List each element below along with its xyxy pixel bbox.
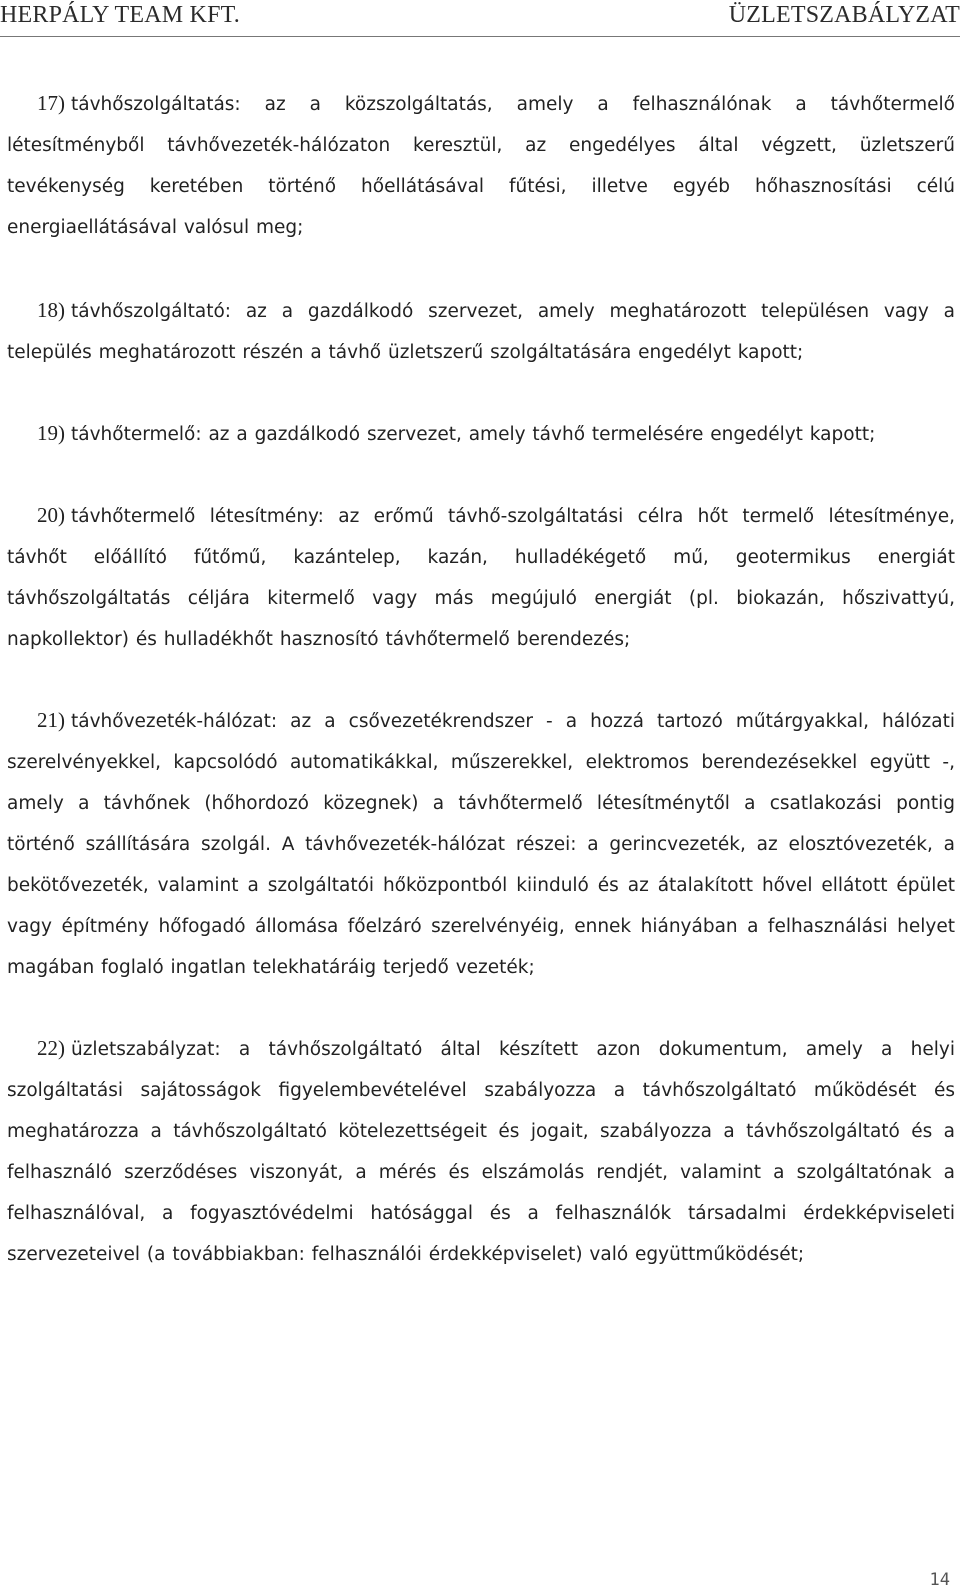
definition-19 [7, 413, 955, 455]
definition-text: távhőszolgáltató: az a gazdálkodó szervezet, amely meghatározott településen vagy a település meghatározott részén a távhő üzletszerű szolgáltatására engedélyt kapott; [7, 301, 955, 363]
definition-18 [7, 290, 955, 373]
page-number: 14 [929, 1570, 950, 1590]
definition-22 [7, 1028, 955, 1275]
document-title: ÜZLETSZABÁLYZAT [728, 2, 960, 28]
definition-20 [7, 495, 955, 660]
company-name: HERPÁLY TEAM KFT. [0, 2, 240, 28]
page-header [0, 0, 960, 38]
header-divider [0, 36, 960, 37]
definition-number: 18) [37, 298, 65, 322]
definition-number: 20) [37, 503, 65, 527]
definition-number: 22) [37, 1036, 65, 1060]
definition-number: 17) [37, 91, 65, 115]
definition-text: távhőtermelő létesítmény: az erőmű távhő-szolgáltatási célra hőt termelő létesítménye, távhőt előállító fűtőmű, kazántelep, kazán, hulladékégető mű, geotermikus energiát távhőszolgáltatás céljára kitermelő vagy más megújuló energiát (pl. biokazán, hőszivattyú, napkollektor) és hulladékhőt hasznosító távhőtermelő berendezés; [7, 506, 955, 650]
definition-17 [7, 83, 955, 248]
definition-text: üzletszabályzat: a távhőszolgáltató által készített azon dokumentum, amely a helyi szolgáltatási sajátosságok figyelembevételével szabályozza a távhőszolgáltató működését és meghatározza a távhőszolgáltató kötelezettségeit és jogait, szabályozza a távhőszolgáltató és a felhasználó szerződéses viszonyát, a mérés és elszámolás rendjét, valamint a szolgáltatónak a felhasználóval, a fogyasztóvédelmi hatósággal és a felhasználók társadalmi érdekképviseleti szervezeteivel (a továbbiakban: felhasználói érdekképviselet) való együttműködését; [7, 1039, 955, 1265]
definition-text: távhőtermelő: az a gazdálkodó szervezet, amely távhő termelésére engedélyt kapott; [71, 424, 876, 445]
definition-number: 19) [37, 421, 65, 445]
definition-text: távhővezeték-hálózat: az a csővezetékrendszer - a hozzá tartozó műtárgyakkal, hálózati szerelvényekkel, kapcsolódó automatikákkal, műszerekkel, elektromos berendezésekkel együtt -, amely a távhőnek (hőhordozó közegnek) a távhőtermelő létesítménytől a csatlakozási pontig történő szállítására szolgál. A távhővezeték-hálózat részei: a gerincvezeték, az elosztóvezeték, a bekötővezeték, valamint a szolgáltatói hőközpontból kiinduló és az átalakított hővel ellátott épület vagy építmény hőfogadó állomása főelzáró szerelvényéig, ennek hiányában a felhasználási helyet magában foglaló ingatlan telekhatáráig terjedő vezeték; [7, 711, 955, 978]
document-body [7, 83, 955, 1315]
definition-text: távhőszolgáltatás: az a közszolgáltatás, amely a felhasználónak a távhőtermelő létesítményből távhővezeték-hálózaton keresztül, az engedélyes által végzett, üzletszerű tevékenység keretében történő hőellátásával fűtési, illetve egyéb hőhasznosítási célú energiaellátásával valósul meg; [7, 94, 955, 238]
definition-21 [7, 700, 955, 988]
definition-number: 21) [37, 708, 65, 732]
